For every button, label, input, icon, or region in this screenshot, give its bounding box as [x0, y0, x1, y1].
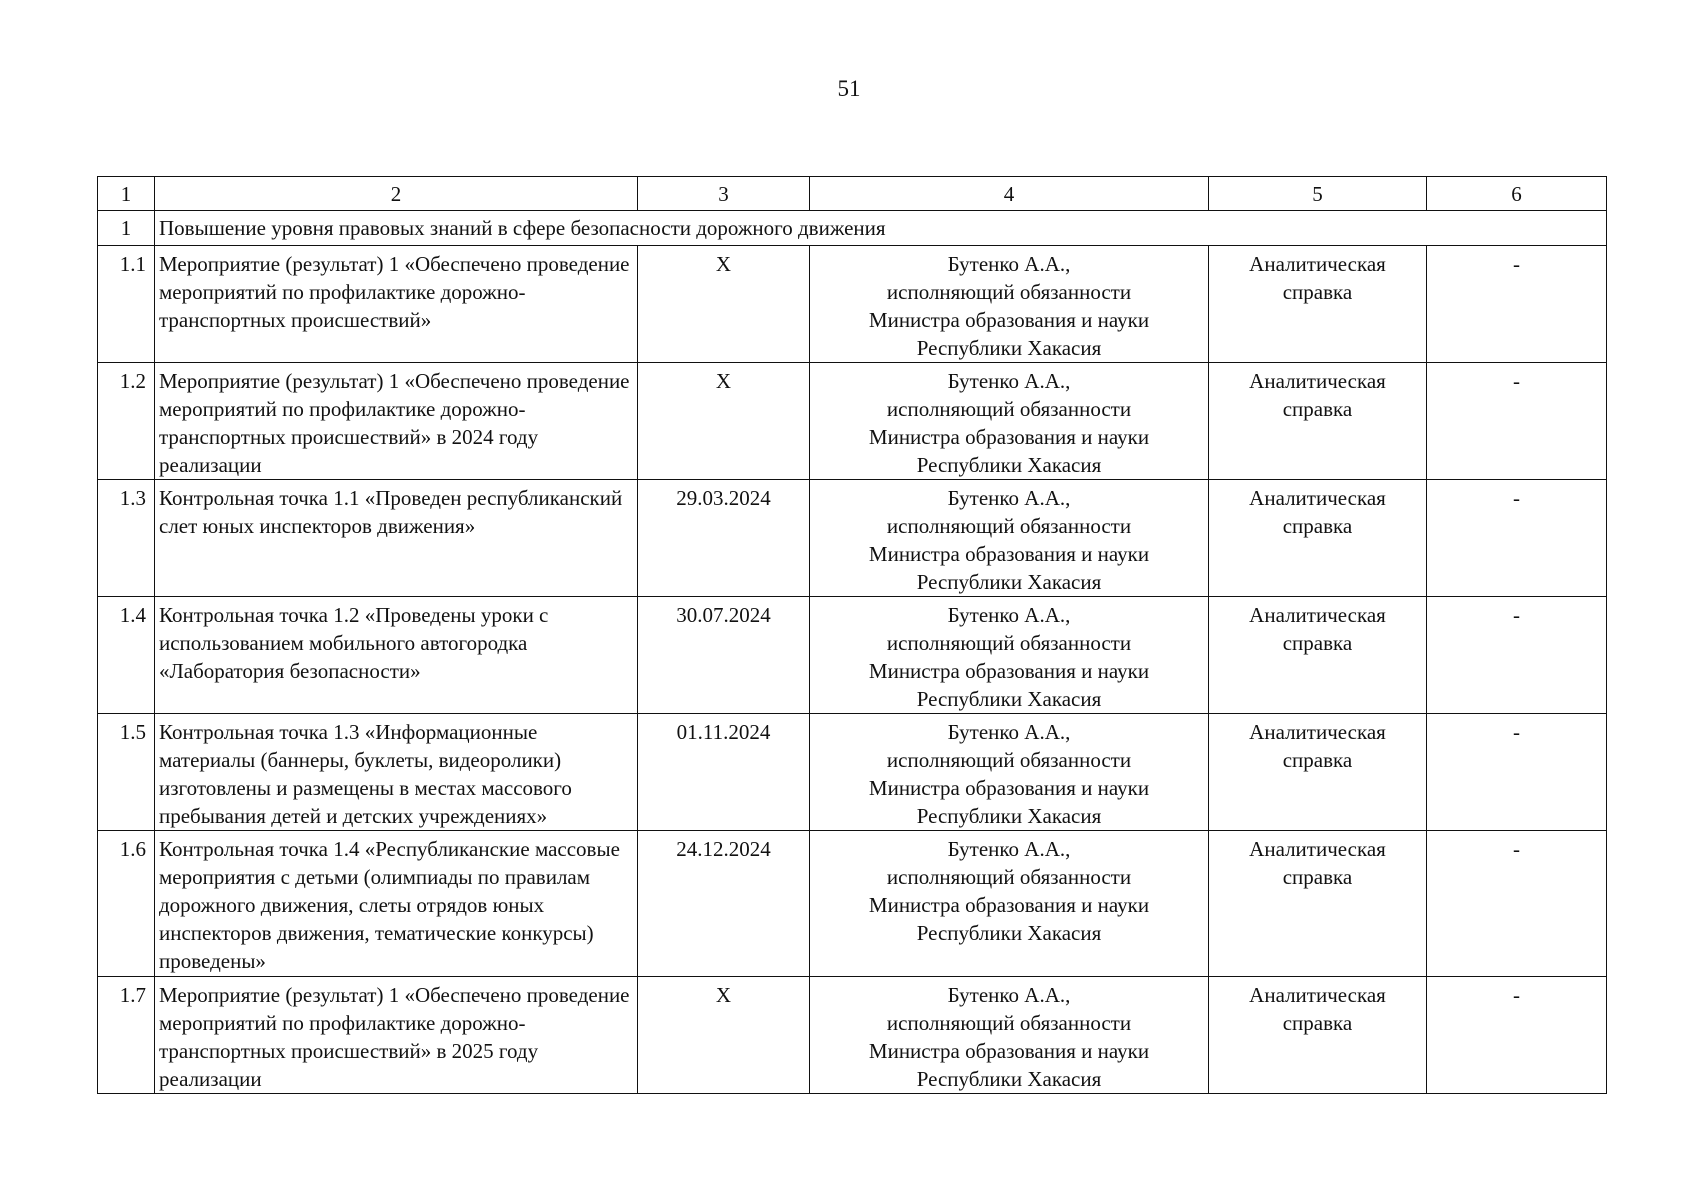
- table-row: [98, 714, 1607, 831]
- row-date: Х: [638, 977, 810, 1094]
- responsible-line: Бутенко А.А.,: [947, 486, 1071, 510]
- table-row: [98, 363, 1607, 480]
- responsible-line: Министра образования и науки: [868, 425, 1150, 449]
- table-row: [98, 831, 1607, 977]
- document-line: справка: [1282, 397, 1353, 421]
- document-line: Аналитическая: [1249, 837, 1386, 861]
- responsible-line: Министра образования и науки: [868, 776, 1150, 800]
- responsible-line: Министра образования и науки: [868, 308, 1150, 332]
- header-col-4: 4: [810, 177, 1209, 211]
- row-document: [1209, 831, 1427, 977]
- responsible-line: исполняющий обязанности: [886, 514, 1132, 538]
- responsible-line: исполняющий обязанности: [886, 280, 1132, 304]
- row-responsible: [810, 246, 1209, 363]
- row-col6: -: [1427, 831, 1607, 977]
- document-line: Аналитическая: [1249, 603, 1386, 627]
- row-date: Х: [638, 246, 810, 363]
- row-date: 01.11.2024: [638, 714, 810, 831]
- row-number: 1.6: [98, 831, 155, 977]
- row-document: [1209, 977, 1427, 1094]
- responsible-line: Бутенко А.А.,: [947, 983, 1071, 1007]
- table-header-row: [98, 177, 1607, 211]
- responsible-line: Республики Хакасия: [916, 453, 1102, 477]
- header-col-6: 6: [1427, 177, 1607, 211]
- table-row: [98, 977, 1607, 1094]
- row-document: [1209, 246, 1427, 363]
- responsible-line: Республики Хакасия: [916, 1067, 1102, 1091]
- responsible-line: Республики Хакасия: [916, 336, 1102, 360]
- responsible-line: Министра образования и науки: [868, 1039, 1150, 1063]
- responsible-line: Республики Хакасия: [916, 921, 1102, 945]
- responsible-line: Бутенко А.А.,: [947, 837, 1071, 861]
- header-col-5: 5: [1209, 177, 1427, 211]
- responsible-line: Республики Хакасия: [916, 687, 1102, 711]
- row-col6: -: [1427, 363, 1607, 480]
- document-line: Аналитическая: [1249, 486, 1386, 510]
- document-line: справка: [1282, 280, 1353, 304]
- row-responsible: [810, 831, 1209, 977]
- document-line: справка: [1282, 1011, 1353, 1035]
- document-line: справка: [1282, 865, 1353, 889]
- row-date: Х: [638, 363, 810, 480]
- section-title: Повышение уровня правовых знаний в сфере безопасности дорожного движения: [155, 211, 1607, 246]
- responsible-line: Бутенко А.А.,: [947, 720, 1071, 744]
- table-row: [98, 246, 1607, 363]
- section-row: [98, 211, 1607, 246]
- table-row: [98, 480, 1607, 597]
- row-number: 1.3: [98, 480, 155, 597]
- document-line: справка: [1282, 514, 1353, 538]
- header-col-3: 3: [638, 177, 810, 211]
- row-date: 30.07.2024: [638, 597, 810, 714]
- responsible-line: Бутенко А.А.,: [947, 603, 1071, 627]
- document-line: справка: [1282, 631, 1353, 655]
- responsible-line: Министра образования и науки: [868, 659, 1150, 683]
- document-line: Аналитическая: [1249, 983, 1386, 1007]
- row-document: [1209, 714, 1427, 831]
- row-document: [1209, 597, 1427, 714]
- header-col-2: 2: [155, 177, 638, 211]
- row-number: 1.2: [98, 363, 155, 480]
- row-responsible: [810, 977, 1209, 1094]
- row-col6: -: [1427, 714, 1607, 831]
- table-row: [98, 597, 1607, 714]
- page-number: 51: [837, 76, 861, 101]
- row-responsible: [810, 363, 1209, 480]
- responsible-line: исполняющий обязанности: [886, 1011, 1132, 1035]
- responsible-line: исполняющий обязанности: [886, 397, 1132, 421]
- measures-table: [97, 176, 1607, 1094]
- row-col6: -: [1427, 246, 1607, 363]
- row-date: 24.12.2024: [638, 831, 810, 977]
- responsible-line: Министра образования и науки: [868, 542, 1150, 566]
- row-number: 1.7: [98, 977, 155, 1094]
- responsible-line: Бутенко А.А.,: [947, 369, 1071, 393]
- row-responsible: [810, 597, 1209, 714]
- responsible-line: исполняющий обязанности: [886, 865, 1132, 889]
- row-name: Контрольная точка 1.2 «Проведены уроки с использованием мобильного автогородка «Лаборатория безопасности»: [155, 597, 638, 714]
- responsible-line: Министра образования и науки: [868, 893, 1150, 917]
- row-number: 1.4: [98, 597, 155, 714]
- row-col6: -: [1427, 977, 1607, 1094]
- row-col6: -: [1427, 480, 1607, 597]
- responsible-line: исполняющий обязанности: [886, 631, 1132, 655]
- document-line: Аналитическая: [1249, 369, 1386, 393]
- row-name: Мероприятие (результат) 1 «Обеспечено проведение мероприятий по профилактике дорожно-транспортных происшествий» в 2024 году реализации: [155, 363, 638, 480]
- document-line: Аналитическая: [1249, 252, 1386, 276]
- row-name: Мероприятие (результат) 1 «Обеспечено проведение мероприятий по профилактике дорожно-транспортных происшествий» в 2025 году реализации: [155, 977, 638, 1094]
- document-line: Аналитическая: [1249, 720, 1386, 744]
- row-responsible: [810, 480, 1209, 597]
- row-col6: -: [1427, 597, 1607, 714]
- responsible-line: Бутенко А.А.,: [947, 252, 1071, 276]
- row-number: 1.1: [98, 246, 155, 363]
- header-col-1: 1: [98, 177, 155, 211]
- row-document: [1209, 363, 1427, 480]
- row-name: Контрольная точка 1.4 «Республиканские массовые мероприятия с детьми (олимпиады по правилам дорожного движения, слеты отрядов юных инспекторов движения, тематические конкурсы) проведены»: [155, 831, 638, 977]
- row-name: Мероприятие (результат) 1 «Обеспечено проведение мероприятий по профилактике дорожно-транспортных происшествий»: [155, 246, 638, 363]
- responsible-line: исполняющий обязанности: [886, 748, 1132, 772]
- row-document: [1209, 480, 1427, 597]
- row-name: Контрольная точка 1.1 «Проведен республиканский слет юных инспекторов движения»: [155, 480, 638, 597]
- row-responsible: [810, 714, 1209, 831]
- row-number: 1.5: [98, 714, 155, 831]
- row-date: 29.03.2024: [638, 480, 810, 597]
- responsible-line: Республики Хакасия: [916, 570, 1102, 594]
- document-line: справка: [1282, 748, 1353, 772]
- responsible-line: Республики Хакасия: [916, 804, 1102, 828]
- row-name: Контрольная точка 1.3 «Информационные материалы (баннеры, буклеты, видеоролики) изготовлены и размещены в местах массового пребывания детей и детских учреждениях»: [155, 714, 638, 831]
- section-number: 1: [98, 211, 155, 246]
